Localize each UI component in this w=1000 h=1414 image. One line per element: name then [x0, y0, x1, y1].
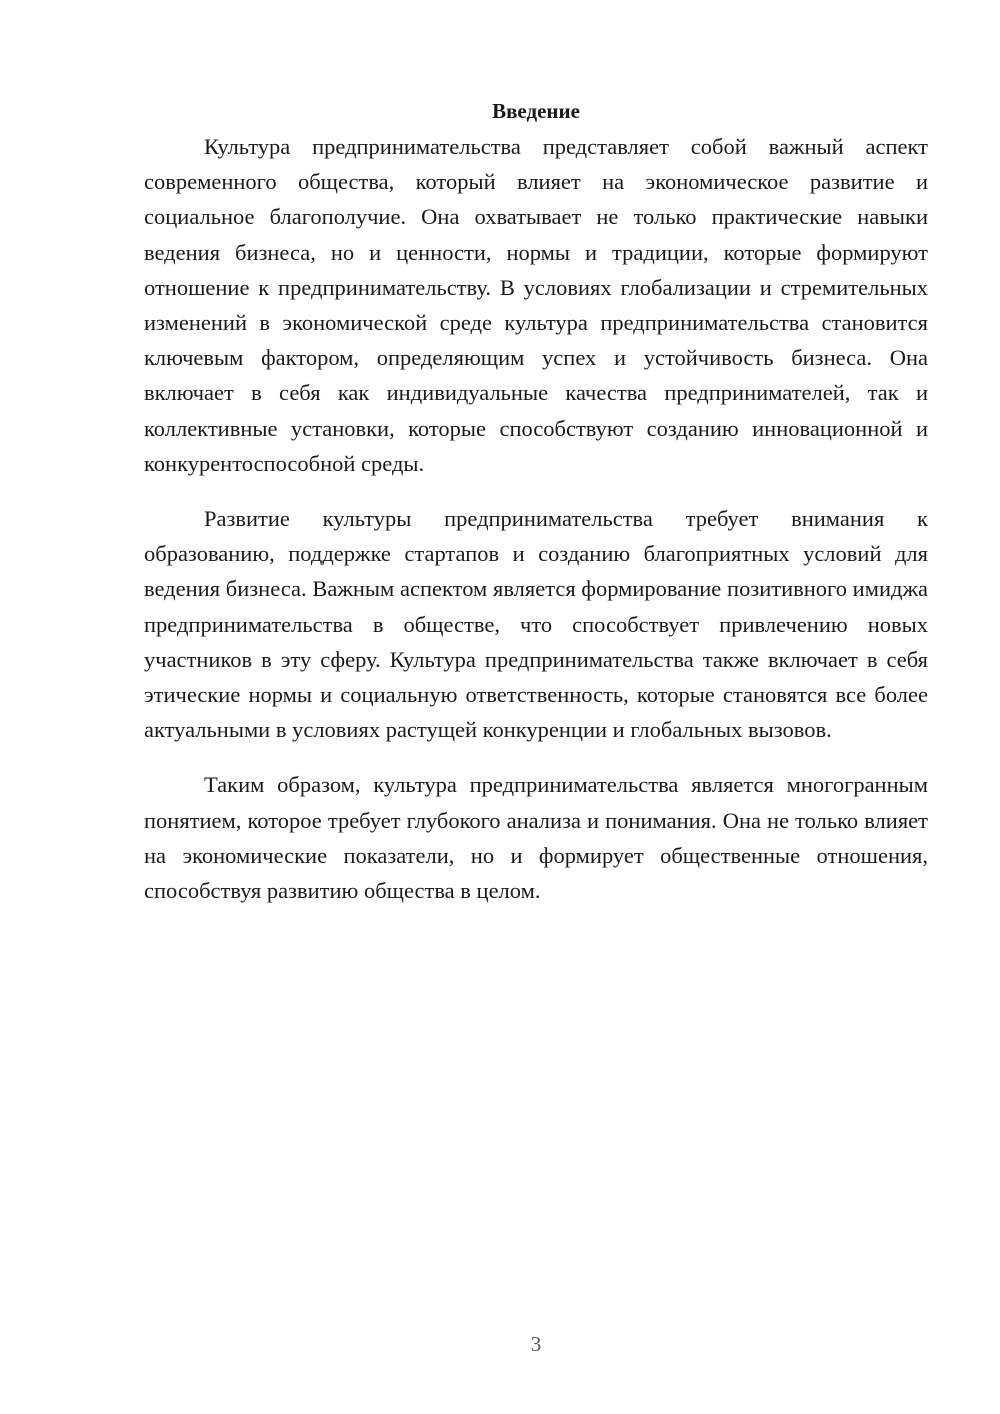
paragraph-3: Таким образом, культура предпринимательства является многогранным понятием, которое требует глубокого анализа и понимания. Она не только влияет на экономические показатели, но и формирует общественные отношения, способствуя развитию общества в целом.: [144, 772, 928, 904]
paragraph-1: Культура предпринимательства представляет собой важный аспект современного общества, который влияет на экономическое развитие и социальное благополучие. Она охватывает не только практические навыки ведения бизнеса, но и ценности, нормы и традиции, которые формируют отношение к предпринимательству. В условиях глобализации и стремительных изменений в экономической среде культура предпринимательства становится ключевым фактором, определяющим успех и устойчивость бизнеса. Она включает в себя как индивидуальные качества предпринимателей, так и коллективные установки, которые способствуют созданию инновационной и конкурентоспособной среды.: [144, 134, 928, 476]
paragraph-2: Развитие культуры предпринимательства требует внимания к образованию, поддержке стартапов и созданию благоприятных условий для ведения бизнеса. Важным аспектом является формирование позитивного имиджа предпринимательства в обществе, что способствует привлечению новых участников в эту сферу. Культура предпринимательства также включает в себя этические нормы и социальную ответственность, которые становятся все более актуальными в условиях растущей конкуренции и глобальных вызовов.: [144, 506, 928, 743]
page-content: [144, 94, 928, 908]
page-number: 3: [530, 1332, 542, 1356]
section-heading: Введение: [492, 99, 580, 123]
